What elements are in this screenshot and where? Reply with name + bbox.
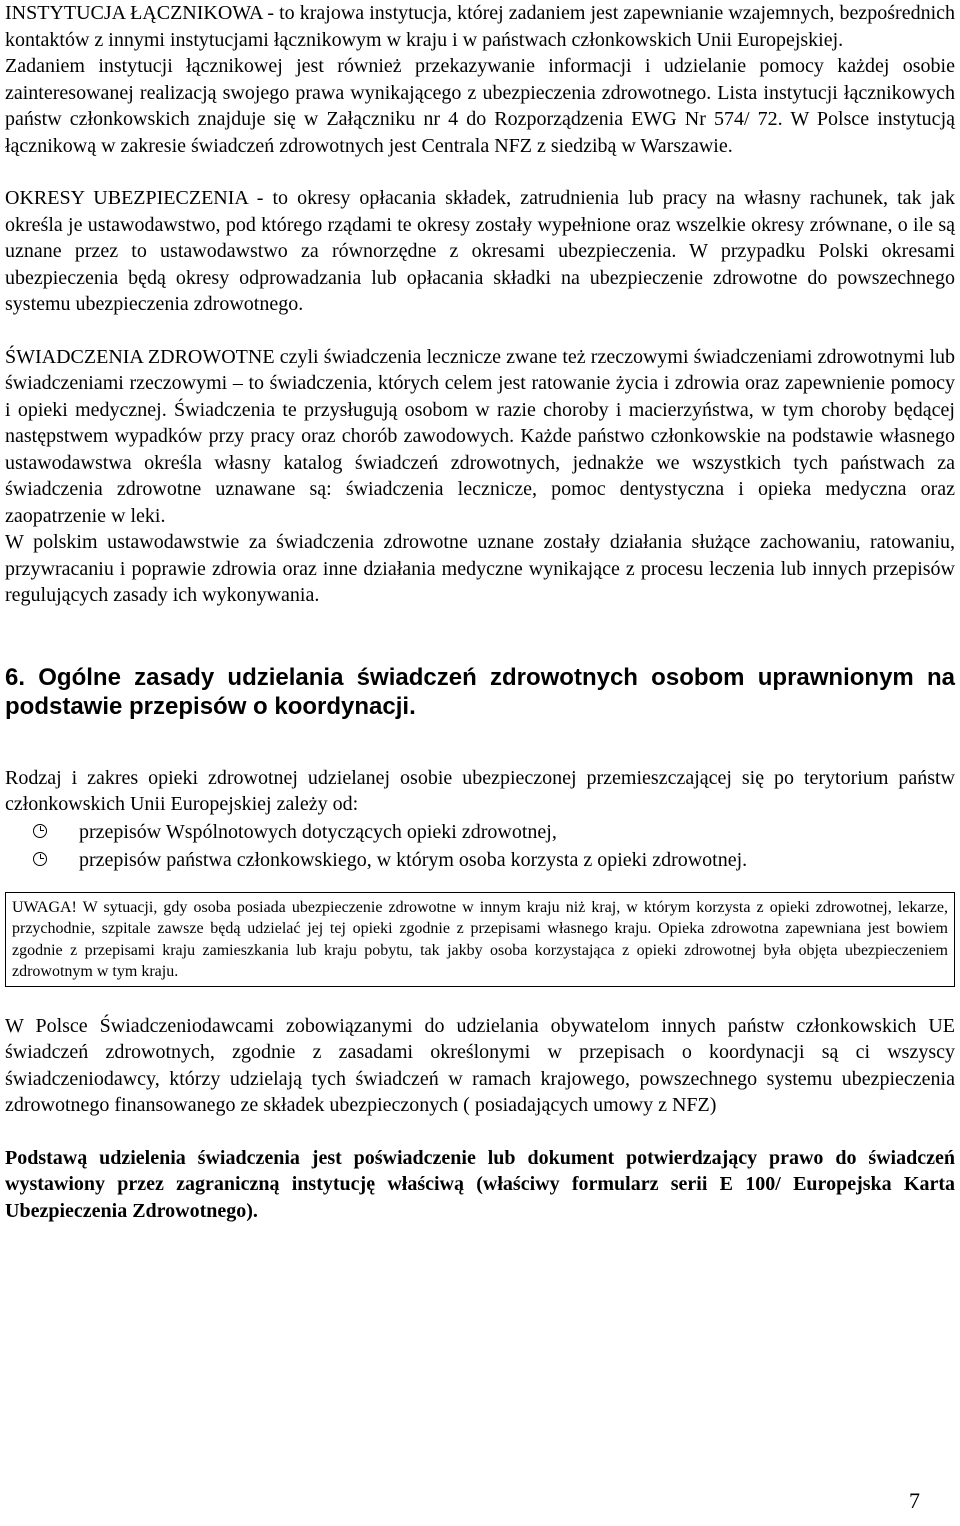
paragraph-instytucja-zadania: Zadaniem instytucji łącznikowej jest również przekazywanie informacji i udzielanie pomocy każdej osobie zainteresowanej realizacją swojego prawa wynikającego z ubezpieczenia zdrowotnego. Lista instytucji łącznikowych państw członkowskich znajduje się w Załączniku nr 4 do Rozporządzenia EWG Nr 574/ 72. W Polsce instytucją łącznikową w zakresie świadczeń zdrowotnych jest Centrala NFZ z siedzibą w Warszawie. — [5, 55, 955, 157]
paragraph-swiadczenia-zdrowotne: ŚWIADCZENIA ZDROWOTNE czyli świadczenia lecznicze zwane też rzeczowymi świadczeniami zdrowotnymi lub świadczeniami rzeczowymi – to świadczenia, których celem jest ratowanie życia i zdrowia oraz zapewnienie pomocy i opieki medycznej. Świadczenia te przysługują osobom w razie choroby i macierzyństwa, w tym choroby będącej następstwem wypadków przy pracy oraz chorób zawodowych. Każde państwo członkowskie na podstawie własnego ustawodawstwa określa własny katalog świadczeń zdrowotnych, jednakże we wszystkich tych państwach za świadczenia zdrowotne uznawane są: świadczenia lecznicze, pomoc dentystyczna i opieka medyczna oraz zaopatrzenie w leki. — [5, 345, 955, 527]
paragraph-polskie-ustawodawstwo: W polskim ustawodawstwie za świadczenia zdrowotne uznane zostały działania służące zachowaniu, ratowaniu, przywracaniu i poprawie zdrowia oraz inne działania medyczne wynikające z procesu leczenia lub innych przepisów regulujących zasady ich wykonywania. — [5, 531, 955, 606]
paragraph-swiadczeniodawcy: W Polsce Świadczeniodawcami zobowiązanymi do udzielania obywatelom innych państw członkowskich UE świadczeń zdrowotnych, zgodnie z zasadami określonymi w przepisach o koordynacji są ci wszyscy świadczeniodawcy, którzy udzielają tych świadczeń w ramach krajowego, powszechnego systemu ubezpieczenia zdrowotnego finansowanego ze składek ubezpieczonych ( posiadających umowy z NFZ) — [5, 1014, 955, 1116]
clock-icon — [33, 824, 47, 838]
list-item-text: przepisów Wspólnotowych dotyczących opieki zdrowotnej, — [79, 820, 557, 843]
note-text: UWAGA! W sytuacji, gdy osoba posiada ubezpieczenie zdrowotne w innym kraju niż kraj, w którym korzysta z opieki zdrowotnej, lekarze, przychodnie, szpitale zawsze będą udzielać jej tej opieki zgodnie z przepisami własnego kraju. Opieka zdrowotna zapewniana jest bowiem zgodnie z przepisami kraju zamieszkania lub kraju pobytu, tak jakby osoba korzystająca z opieki zdrowotnej była objęta ubezpieczeniem zdrowotnym w tym kraju. — [12, 898, 948, 980]
document-page — [5, 0, 955, 1526]
paragraph-podstawa-udzielenia: Podstawą udzielenia świadczenia jest poświadczenie lub dokument potwierdzający prawo do świadczeń wystawiony przez zagraniczną instytucję właściwą (właściwy formularz serii E 100/ Europejska Karta Ubezpieczenia Zdrowotnego). — [5, 1146, 955, 1222]
list-item — [33, 846, 955, 874]
section-intro: Rodzaj i zakres opieki zdrowotnej udzielanej osobie ubezpieczonej przemieszczającej się po terytorium państw członkowskich Unii Europejskiej zależy od: — [5, 766, 955, 815]
paragraph-okresy-ubezpieczenia: OKRESY UBEZPIECZENIA - to okresy opłacania składek, zatrudnienia lub pracy na własny rachunek, tak jak określa je ustawodawstwo, pod którego rządami te okresy zostały wypełnione oraz wszelkie okresy zrównane, o ile są uznane przez to ustawodawstwo za równorzędne z okresami ubezpieczenia. W przypadku Polski okresami ubezpieczenia będą okresy odprowadzania lub opłacania składki na ubezpieczenie zdrowotne do powszechnego systemu ubezpieczenia zdrowotnego. — [5, 187, 955, 315]
note-box — [5, 892, 955, 987]
list-item — [33, 818, 955, 846]
clock-icon — [33, 852, 47, 866]
section-heading: 6. Ogólne zasady udzielania świadczeń zdrowotnych osobom uprawnionym na podstawie przepisów o koordynacji. — [5, 663, 955, 720]
paragraph-instytucja-lacznikowa: INSTYTUCJA ŁĄCZNIKOWA - to krajowa instytucja, której zadaniem jest zapewnianie wzajemnych, bezpośrednich kontaktów z innymi instytucjami łącznikowym w kraju i w państwach członkowskich Unii Europejskiej. — [5, 2, 955, 51]
page-number: 7 — [909, 1488, 920, 1513]
list-item-text: przepisów państwa członkowskiego, w którym osoba korzysta z opieki zdrowotnej. — [79, 848, 748, 871]
bullet-list — [5, 818, 955, 874]
